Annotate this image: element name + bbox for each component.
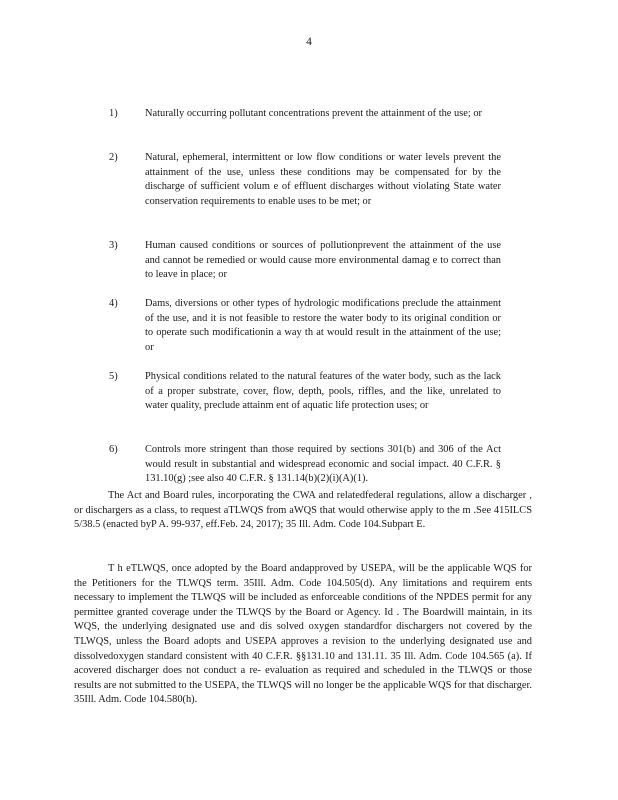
page-number: 4 [306,36,312,48]
list-item-text: Physical conditions related to the natural features of the water body, such as the lack of a proper substrate, cover, flow, depth, pools, riffles, and the like, unrelated to water quality, preclude attainm ent of aquatic life protection uses; or [145,371,501,412]
list-item-text: Natural, ephemeral, intermittent or low flow conditions or water levels prevent the attainment of the use, unless these conditions may be compensated for by the discharge of sufficient volum e of effluent discharges without violating State water conservation requirements to enable uses to be met; or [145,152,501,207]
body-paragraph: The Act and Board rules, incorporating the CWA and relatedfederal regulations, allow a discharger , or dischargers as a class, to request aTLWQS from aWQS that would otherwise apply to the m .See 415ILCS 5/38.5 (enacted byP A. 99-937, eff.Feb. 24, 2017); 35 Ill. Adm. Code 104.Subpart E. [74,490,532,531]
list-item-number: 4) [109,298,118,309]
list-item-text: Naturally occurring pollutant concentrations prevent the attainment of the use; or [145,108,483,119]
list-item-number: 6) [109,444,118,455]
list-item-number: 1) [109,108,118,119]
body-paragraph: T h eTLWQS, once adopted by the Board andapproved by USEPA, will be the applicable WQS for the Petitioners for the TLWQS term. 35Ill. Adm. Code 104.505(d). Any limitations and requirem ents necessary to implement the TLWQS will be included as enforceable conditions of the NPDES permit for any permittee granted coverage under the TLWQS by the Board or Agency. Id . The Boardwill maintain, in its WQS, the underlying designated use and dis solved oxygen standardfor dischargers not covered by the TLWQS, unless the Board adopts and USEPA approves a revision to the underlying designated use and dissolvedoxygen standard consistent with 40 C.F.R. §§131.10 and 131.11. 35 Ill. Adm. Code 104.565 (a). If acovered discharger does not conduct a re- evaluation as required and scheduled in the TLWQS or those results are not submitted to the USEPA, the TLWQS will no longer be the applicable WQS for that discharger. 35Ill. Adm. Code 104.580(h). [74,563,532,706]
list-item-text: Human caused conditions or sources of pollutionprevent the attainment of the use and cannot be remedied or would cause more environmental damag e to correct than to leave in place; or [145,240,501,281]
list-item-number: 5) [109,371,118,382]
list-item-number: 3) [109,240,118,251]
list-item-text: Controls more stringent than those required by sections 301(b) and 306 of the Act would result in substantial and widespread economic and social impact. 40 C.F.R. § 131.10(g) ;see also 40 C.F.R. § 131.14(b)(2)(i)(A)(1). [145,444,501,485]
list-item-number: 2) [109,152,118,163]
list-item-text: Dams, diversions or other types of hydrologic modifications preclude the attainment of the use, and it is not feasible to restore the water body to its original condition or to operate such modificationin a way th at would result in the attainment of the use; or [145,298,501,353]
